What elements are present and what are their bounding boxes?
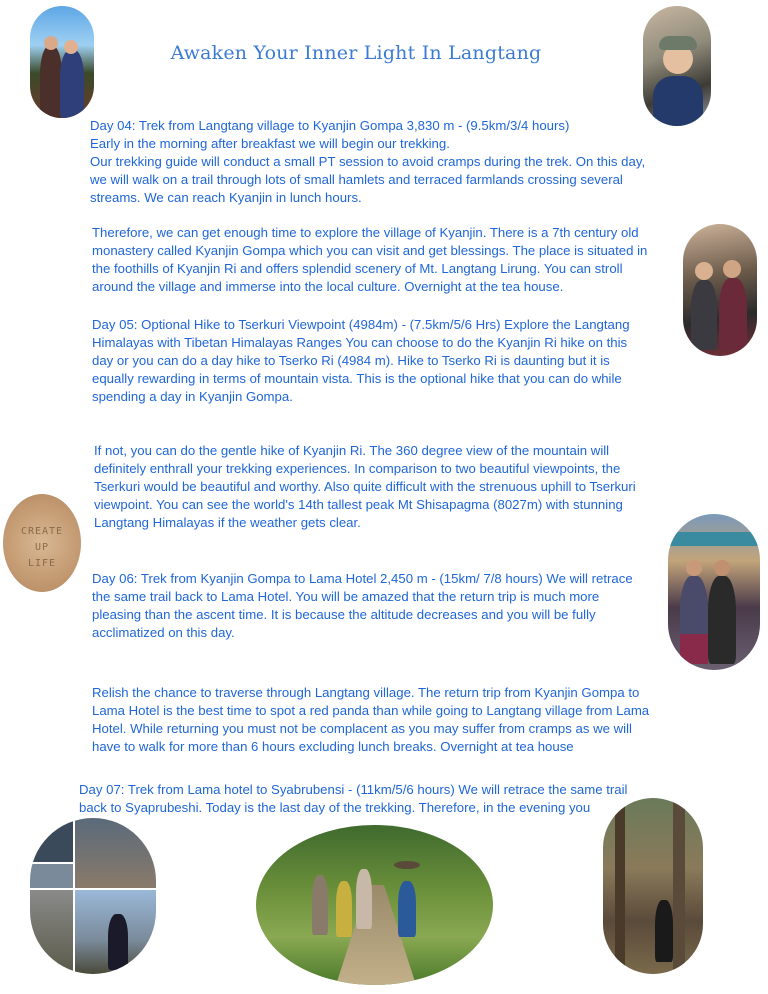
paragraph-day-04: Day 04: Trek from Langtang village to Kyanjin Gompa 3,830 m - (9.5km/3/4 hours) Early in the morning after breakfast we will begin our trekking. Our trekking guide will conduct a small PT session to avoid cramps during the trek. On this day, we will walk on a trail through lots of small hamlets and terraced farmlands crossing several streams. We can reach Kyanjin in lunch hours. (90, 118, 646, 205)
photo-couple-selfie (30, 6, 94, 118)
photo-family-group (683, 224, 757, 356)
paragraph-day-06: Day 06: Trek from Kyanjin Gompa to Lama Hotel 2,450 m - (15km/ 7/8 hours) We will retrace the same trail back to Lama Hotel. You will be amazed that the return trip is much more pleasing than the ascent time. It is because the altitude decreases and you will be fully acclimatized on this day. (92, 571, 633, 640)
photo-sand-writing (3, 494, 81, 592)
photo-woman-cap (643, 6, 711, 126)
paragraph-kyanjin-ri: If not, you can do the gentle hike of Kyanjin Ri. The 360 degree view of the mountain will definitely enthrall your trekking experiences. In comparison to two beautiful viewpoints, the Tserkuri would be beautiful and worthy. Also quite difficult with the strenuous uphill to Tserkuri viewpoint. You can see the world's 14th tallest peak Mt Shisapagma (8027m) with stunning Langtang Himalayas if the weather gets clear. (94, 443, 636, 530)
photo-collage (30, 818, 156, 974)
page-title: Awaken Your Inner Light In Langtang (170, 42, 542, 64)
paragraph-day-07: Day 07: Trek from Lama hotel to Syabrubensi - (11km/5/6 hours) We will retrace the same trail back to Syaprubeshi. Today is the last day of the trekking. Therefore, in the evening you (79, 782, 628, 815)
photo-forest-trail (256, 825, 493, 985)
paragraph-day-05: Day 05: Optional Hike to Tserkuri Viewpoint (4984m) - (7.5km/5/6 Hrs) Explore the Langtang Himalayas with Tibetan Himalayas Ranges You can choose to do the Kyanjin Ri hike on this day or you can do a day hike to Tserko Ri (4984 m). Hike to Tserko Ri is daunting but it is equally rewarding in terms of mountain vista. This is the optional hike that you can do while spending a day in Kyanjin Gompa. (92, 317, 630, 404)
photo-two-trekkers (668, 514, 760, 670)
paragraph-return-trip: Relish the chance to traverse through Langtang village. The return trip from Kyanjin Gompa to Lama Hotel is the best time to spot a red panda than while going to Langtang village from Lama Hotel. While returning you must not be complacent as you may suffer from cramps as we will have to walk for more than 6 hours excluding lunch breaks. Overnight at tea house (92, 685, 650, 754)
photo-mossy-trees (603, 798, 703, 974)
paragraph-kyanjin-explore: Therefore, we can get enough time to explore the village of Kyanjin. There is a 7th century old monastery called Kyanjin Gompa which you can visit and get blessings. The place is situated in the foothills of Kyanjin Ri and offers splendid scenery of Mt. Langtang Lirung. You can stroll around the village and immerse into the local culture. Overnight at the tea house. (92, 225, 648, 294)
sand-writing-text: CREATE UP LIFE (20, 526, 64, 569)
